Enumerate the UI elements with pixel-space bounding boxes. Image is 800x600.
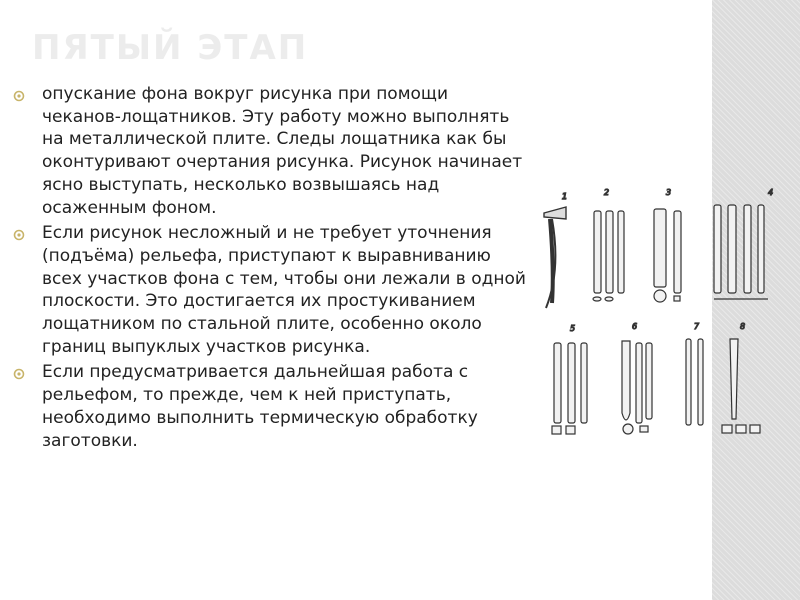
figure-label: 7	[694, 322, 700, 331]
figure-label: 2	[604, 188, 610, 197]
figure-label: 1	[562, 192, 568, 201]
tool-group-7	[686, 322, 703, 425]
figure-label: 6	[632, 322, 638, 331]
tool-group-2	[593, 188, 624, 301]
bullet-text: опускание фона вокруг рисунка при помощи чеканов-лощатников. Эту работу можно выполнять на металлической плите. Следы лощатника как бы оконтуривают очертания рисунка. Рисунок начинает ясно выступать, несколько возвышаясь над осаженным фоном.	[42, 84, 523, 218]
tool-group-8	[722, 322, 760, 433]
figure-label: 3	[666, 188, 672, 197]
bullet-item	[10, 222, 530, 358]
circle-bullet-icon	[13, 229, 25, 241]
circle-bullet-icon	[13, 90, 25, 102]
figure-label: 8	[740, 322, 746, 331]
tool-group-5	[552, 324, 587, 434]
tool-group-4	[714, 188, 773, 299]
bullet-list	[10, 83, 530, 455]
tool-group-3	[654, 188, 681, 302]
figure-label: 5	[570, 324, 576, 333]
figure-label: 4	[768, 188, 774, 197]
bullet-item	[10, 361, 530, 452]
circle-bullet-icon	[13, 368, 25, 380]
chasing-tools-illustration	[536, 183, 782, 445]
bullet-text: Если рисунок несложный и не требует уточнения (подъёма) рельефа, приступают к выравниванию всех участков фона с тем, чтобы они лежали в одной плоскости. Это достигается их простукиванием лощатником по стальной плите, особенно около границ выпуклых участков рисунка.	[42, 223, 526, 357]
bullet-text: Если предусматривается дальнейшая работа с рельефом, то прежде, чем к ней приступать, необходимо выполнить термическую обработку заготовки.	[42, 362, 478, 451]
slide-title: ПЯТЫЙ ЭТАП	[32, 28, 309, 68]
tool-group-1	[544, 192, 567, 308]
tool-group-6	[622, 322, 652, 434]
bullet-item	[10, 83, 530, 219]
